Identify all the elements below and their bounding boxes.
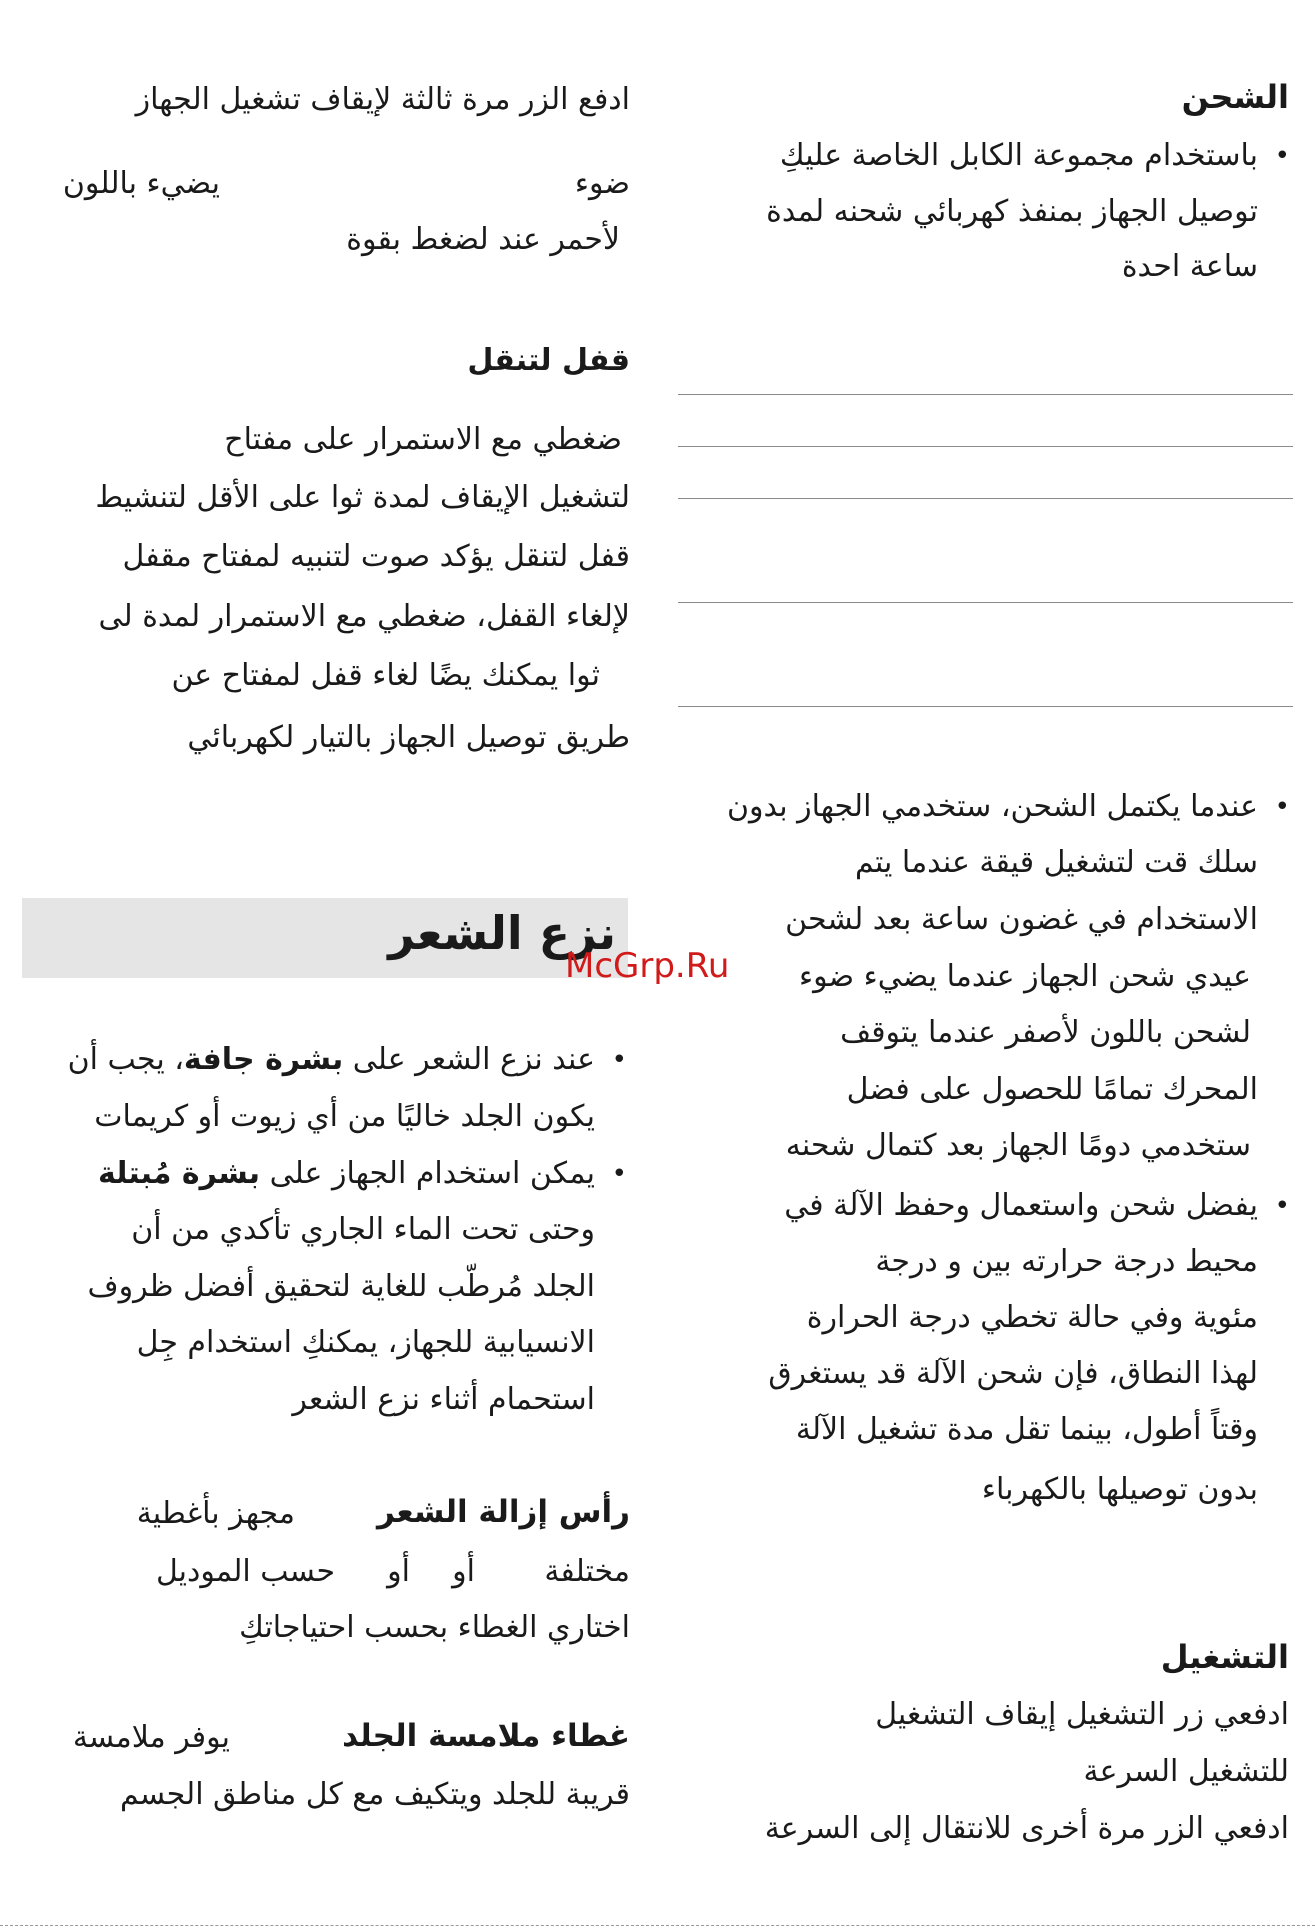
epilation-bullet-1-line-2: يكون الجلد خاليًا من أي زيوت أو كريمات [94, 1099, 595, 1134]
travel-lock-line-3: قفل لتنقل يؤكد صوت لتنبيه لمفتاح مقفل [122, 539, 630, 574]
epilation-bullet-2-line-2: وحتى تحت الماء الجاري تأكدي من أن [131, 1212, 595, 1247]
blank-rule-1 [678, 394, 1293, 395]
dry-skin-text-pre: عند نزع الشعر على [343, 1042, 595, 1077]
dry-skin-bold: بشرة جافة [183, 1042, 344, 1077]
epilation-head-line-3: اختاري الغطاء بحسب احتياجاتكِ [239, 1610, 630, 1645]
charging-bullet-1-line-2: توصيل الجهاز بمنفذ كهربائي شحنه لمدة [766, 194, 1258, 229]
travel-lock-line-6: طريق توصيل الجهاز بالتيار لكهربائي [187, 720, 630, 755]
charging-bullet-3-line-4: لهذا النطاق، فإن شحن الآلة قد يستغرق [768, 1356, 1258, 1391]
epilation-bullet-1-line-1 [68, 1040, 595, 1080]
third-press-line: ادفع الزر مرة ثالثة لإيقاف تشغيل الجهاز [135, 82, 630, 117]
wet-skin-bold: بشرة مُبتلة [97, 1156, 261, 1191]
charging-bullet-2-line-6: المحرك تمامًا للحصول على فضل [846, 1072, 1258, 1107]
charging-bullet-3-line-6: بدون توصيلها بالكهرباء [981, 1472, 1258, 1507]
blank-rule-4 [678, 602, 1293, 603]
charging-bullet-1-line-1: • باستخدام مجموعة الكابل الخاصة عليكِ [780, 136, 1258, 176]
wet-skin-text-pre: يمكن استخدام الجهاز على [260, 1156, 595, 1191]
epilation-bullet-2-line-4: الانسيابية للجهاز، يمكنكِ استخدام جِل [136, 1325, 595, 1360]
operation-line-3: ادفعي الزر مرة أخرى للانتقال إلى السرعة [764, 1811, 1289, 1846]
charging-bullet-2-line-4: عيدي شحن الجهاز عندما يضيء ضوء [799, 959, 1251, 994]
light-line-1-right: ضوء [574, 166, 630, 201]
charging-bullet-1-line-3: ساعة احدة [1121, 249, 1258, 284]
epilation-head-line-2-mid-2: أو [387, 1554, 410, 1589]
skin-contact-cap-line-1-post: يوفر ملامسة [72, 1720, 230, 1755]
operation-heading: التشغيل [1160, 1638, 1289, 1676]
travel-lock-line-4: لإلغاء القفل، ضغطي مع الاستمرار لمدة لى [98, 599, 630, 634]
epilation-section-banner [22, 898, 628, 978]
charging-heading: الشحن [1181, 78, 1289, 116]
epilation-section-title: نزع الشعر [388, 906, 616, 960]
charging-bullet-2-line-5: لشحن باللون لأصفر عندما يتوقف [840, 1015, 1251, 1050]
blank-rule-2 [678, 446, 1293, 447]
dry-skin-text-post: ، يجب أن [67, 1042, 184, 1077]
epilation-bullet-2-line-1 [98, 1154, 595, 1194]
blank-rule-5 [678, 706, 1293, 707]
travel-lock-heading: قفل لتنقل [467, 343, 630, 378]
page-bottom-edge [0, 1925, 1315, 1926]
epilation-head-line-2-right: مختلفة [544, 1554, 630, 1589]
epilation-bullet-2-line-3: الجلد مُرطّب للغاية لتحقيق أفضل ظروف [87, 1269, 595, 1304]
travel-lock-line-1: ضغطي مع الاستمرار على مفتاح [224, 422, 622, 457]
watermark: McGrp.Ru [565, 946, 730, 986]
skin-contact-cap-title: غطاء ملامسة الجلد [342, 1718, 630, 1754]
charging-bullet-3-line-2: محيط درجة حرارته بين و درجة [875, 1244, 1258, 1279]
operation-line-1: ادفعي زر التشغيل إيقاف التشغيل [875, 1697, 1289, 1732]
epilation-head-title: رأس إزالة الشعر [377, 1494, 630, 1530]
light-line-2: لأحمر عند لضغط بقوة [346, 222, 620, 257]
travel-lock-line-5: ثوا يمكنك يضًا لغاء قفل لمفتاح عن [171, 658, 600, 693]
charging-bullet-3-line-3: مئوية وفي حالة تخطي درجة الحرارة [806, 1300, 1258, 1335]
charging-bullet-2-line-7: ستخدمي دومًا الجهاز بعد كتمال شحنه [785, 1128, 1251, 1163]
charging-bullet-3-line-5: وقتاً أطول، بينما تقل مدة تشغيل الآلة [795, 1412, 1258, 1447]
travel-lock-line-2: لتشغيل الإيقاف لمدة ثوا على الأقل لتنشيط [95, 480, 630, 515]
blank-rule-3 [678, 498, 1293, 499]
epilation-head-line-2-mid-1: أو [452, 1554, 475, 1589]
operation-line-2: للتشغيل السرعة [1083, 1754, 1289, 1789]
light-line-1-left: يضيء باللون [62, 166, 220, 201]
charging-bullet-2-line-1: • عندما يكتمل الشحن، ستخدمي الجهاز بدون [727, 787, 1258, 827]
skin-contact-cap-line-2: قريبة للجلد ويتكيف مع كل مناطق الجسم [119, 1777, 630, 1812]
charging-bullet-2-line-2: سلك قت لتشغيل قيقة عندما يتم [855, 845, 1258, 880]
epilation-head-line-2-left: حسب الموديل [155, 1554, 335, 1589]
charging-bullet-2-line-3: الاستخدام في غضون ساعة بعد لشحن [785, 902, 1258, 937]
epilation-bullet-2-line-5: استحمام أثناء نزع الشعر [292, 1382, 595, 1417]
epilation-head-line-1-post: مجهز بأغطية [136, 1496, 295, 1531]
charging-bullet-3-line-1: • يفضل شحن واستعمال وحفظ الآلة في [784, 1186, 1258, 1226]
